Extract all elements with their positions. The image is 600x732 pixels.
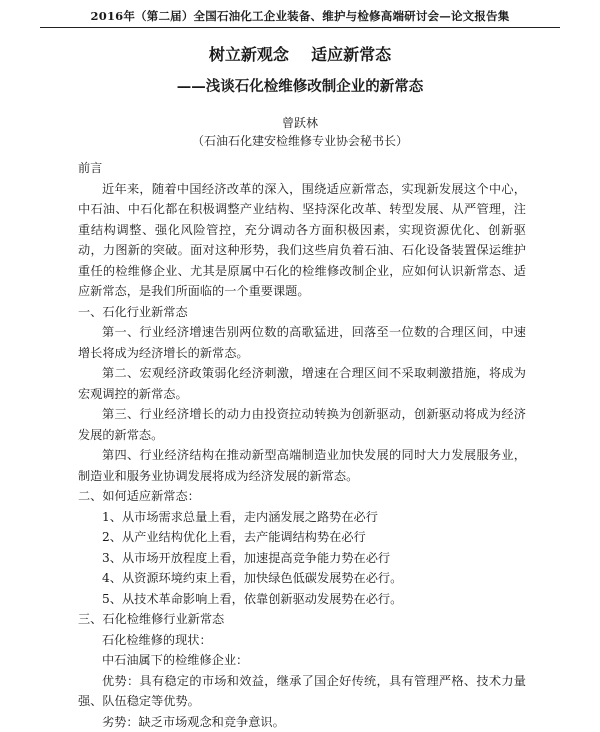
section-2-item-4: 4、从资源环境约束上看，加快绿色低碳发展势在必行。 (78, 568, 526, 589)
section-3-heading: 三、石化检维修行业新常态 (78, 609, 526, 630)
section-1-heading: 一、石化行业新常态 (78, 302, 526, 323)
preface-paragraph: 近年来，随着中国经济改革的深入，围绕适应新常态，实现新发展这个中心，中石油、中石化都在积极调整产业结构、坚持深化改革、转型发展、从严管理，注重结构调整、强化风险管控，充分调动各方面积极因素，实现资源优化、创新驱动，力图新的突破。面对这种形势，我们这些肩负着石油、石化设备装置保运维护重任的检维修企业、尤其是原属中石化的检维修改制企业，应如何认识新常态、适应新常态，是我们所面临的一个重要课题。 (78, 179, 526, 302)
section-3-line-2: 中石油属下的检维修企业： (78, 650, 526, 671)
section-2-item-2: 2、从产业结构优化上看，去产能调结构势在必行 (78, 527, 526, 548)
section-1-paragraph-3: 第三、行业经济增长的动力由投资拉动转换为创新驱动，创新驱动将成为经济发展的新常态。 (78, 404, 526, 445)
author-affiliation: （石油石化建安检维修专业协会秘书长） (0, 132, 600, 149)
section-1-paragraph-1: 第一、行业经济增速告别两位数的高歌猛进，回落至一位数的合理区间，中速增长将成为经济增长的新常态。 (78, 322, 526, 363)
section-2-item-3: 3、从市场开放程度上看，加速提高竞争能力势在必行 (78, 548, 526, 569)
running-header: 2016年（第二届）全国石油化工企业装备、维护与检修高端研讨会—论文报告集 (0, 8, 600, 24)
author-name: 曾跃林 (0, 114, 600, 131)
section-3-disadvantage: 劣势：缺乏市场观念和竞争意识。 (78, 712, 526, 732)
section-2-item-5: 5、从技术革命影响上看，依靠创新驱动发展势在必行。 (78, 589, 526, 610)
section-1-paragraph-2: 第二、宏观经济政策弱化经济刺激，增速在合理区间不采取刺激措施，将成为宏观调控的新常态。 (78, 363, 526, 404)
section-3-line-1: 石化检维修的现状： (78, 630, 526, 651)
section-2-heading: 二、如何适应新常态： (78, 486, 526, 507)
header-rule (40, 27, 560, 28)
section-2-item-1: 1、从市场需求总量上看，走内涵发展之路势在必行 (78, 507, 526, 528)
preface-heading: 前言 (78, 158, 526, 179)
section-3-advantage: 优势：具有稳定的市场和效益，继承了国企好传统，具有管理严格、技术力量强、队伍稳定等优势。 (78, 671, 526, 712)
section-1-paragraph-4: 第四、行业经济结构在推动新型高端制造业加快发展的同时大力发展服务业，制造业和服务业协调发展将成为经济发展的新常态。 (78, 445, 526, 486)
article-subtitle: ——浅谈石化检维修改制企业的新常态 (0, 75, 600, 96)
article-body (78, 158, 526, 732)
article-title: 树立新观念 适应新常态 (0, 42, 600, 65)
